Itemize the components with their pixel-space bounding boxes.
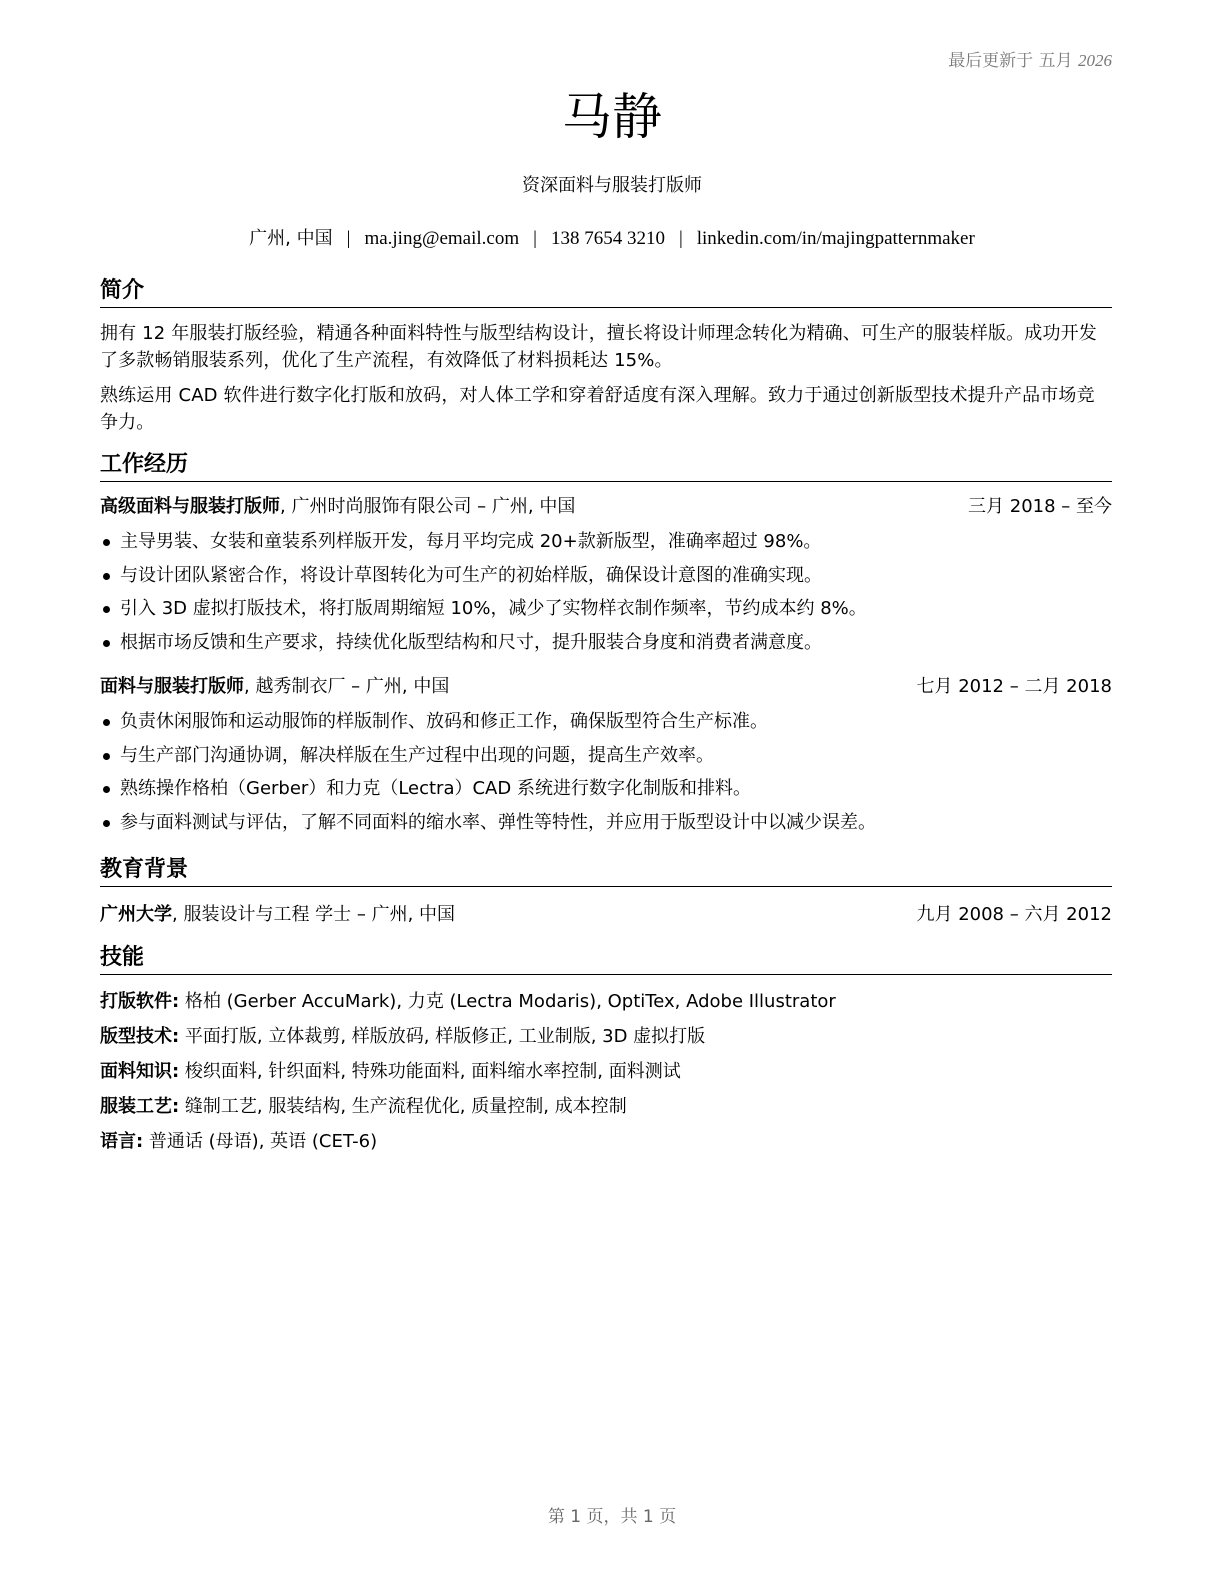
candidate-title: 资深面料与服装打版师 <box>522 175 702 196</box>
job-header <box>100 493 1112 521</box>
skill-row <box>100 1054 1112 1089</box>
skill-row <box>100 984 1112 1019</box>
skill-label: 版型技术: <box>100 1026 180 1047</box>
skill-row <box>100 1124 1112 1159</box>
skill-row <box>100 1089 1112 1124</box>
skill-value: 普通话 (母语), 英语 (CET-6) <box>143 1131 378 1152</box>
last-updated-year: 2026 <box>1078 51 1112 70</box>
job-bullet: 与设计团队紧密合作，将设计草图转化为可生产的初始样版，确保设计意图的准确实现。 <box>100 559 1112 593</box>
job-header <box>100 673 1112 701</box>
skills-section <box>100 943 1112 1159</box>
skill-value: 格柏 (Gerber AccuMark), 力克 (Lectra Modaris), OptiTex, Adobe Illustrator <box>179 991 836 1012</box>
job-bullets <box>100 525 1112 659</box>
skill-label: 语言: <box>100 1131 144 1152</box>
section-heading-skills: 技能 <box>100 943 1112 975</box>
job-bullet: 引入 3D 虚拟打版技术，将打版周期缩短 10%，减少了实物样衣制作频率，节约成本约 8%。 <box>100 592 1112 626</box>
job-entry <box>100 493 1112 659</box>
contact-separator: | <box>346 228 351 249</box>
contact-line <box>0 224 1224 250</box>
skills-list <box>100 984 1112 1159</box>
skill-value: 梭织面料, 针织面料, 特殊功能面料, 面料缩水率控制, 面料测试 <box>179 1061 681 1082</box>
skill-label: 打版软件: <box>100 991 180 1012</box>
job-bullet: 参与面料测试与评估，了解不同面料的缩水率、弹性等特性，并应用于版型设计中以减少误差。 <box>100 806 1112 840</box>
job-dates: 三月 2018 – 至今 <box>968 496 1112 517</box>
job-bullet: 负责休闲服饰和运动服饰的样版制作、放码和修正工作，确保版型符合生产标准。 <box>100 705 1112 739</box>
contact-location: 广州, 中国 <box>249 228 333 249</box>
job-title-line <box>100 493 575 521</box>
job-bullet: 熟练操作格柏（Gerber）和力克（Lectra）CAD 系统进行数字化制版和排料。 <box>100 772 1112 806</box>
contact-separator: | <box>678 228 683 249</box>
job-org: , 广州时尚服饰有限公司 – 广州, 中国 <box>280 496 576 517</box>
contact-linkedin[interactable]: linkedin.com/in/majingpatternmaker <box>696 228 975 249</box>
contact-email[interactable]: ma.jing@email.com <box>364 228 520 249</box>
experience-section <box>100 450 1112 839</box>
skill-label: 面料知识: <box>100 1061 180 1082</box>
skill-row <box>100 1019 1112 1054</box>
section-heading-experience: 工作经历 <box>100 450 1112 482</box>
skill-value: 平面打版, 立体裁剪, 样版放码, 样版修正, 工业制版, 3D 虚拟打版 <box>179 1026 706 1047</box>
education-school: 广州大学 <box>100 904 172 925</box>
job-role: 高级面料与服装打版师 <box>100 496 280 517</box>
contact-phone: 138 7654 3210 <box>550 228 665 249</box>
contact-separator: | <box>533 228 537 249</box>
education-detail: , 服装设计与工程 学士 – 广州, 中国 <box>172 904 456 925</box>
last-updated-label: 最后更新于 五月 <box>948 51 1073 71</box>
section-heading-summary: 简介 <box>100 276 1112 308</box>
candidate-name: 马静 <box>562 88 662 146</box>
job-bullet: 主导男装、女装和童装系列样版开发，每月平均完成 20+款新版型，准确率超过 98%。 <box>100 525 1112 559</box>
education-entry <box>100 901 1112 929</box>
education-title-line <box>100 901 455 929</box>
skill-value: 缝制工艺, 服装结构, 生产流程优化, 质量控制, 成本控制 <box>179 1096 627 1117</box>
summary-section <box>100 276 1112 436</box>
page-footer: 第 1 页，共 1 页 <box>547 1507 677 1527</box>
job-dates: 七月 2012 – 二月 2018 <box>916 676 1112 697</box>
job-bullets <box>100 705 1112 839</box>
section-heading-education: 教育背景 <box>100 855 1112 887</box>
last-updated <box>948 46 1112 71</box>
job-bullet: 根据市场反馈和生产要求，持续优化版型结构和尺寸，提升服装合身度和消费者满意度。 <box>100 626 1112 660</box>
job-title-line <box>100 673 449 701</box>
education-dates: 九月 2008 – 六月 2012 <box>916 904 1112 925</box>
job-bullet: 与生产部门沟通协调，解决样版在生产过程中出现的问题，提高生产效率。 <box>100 739 1112 773</box>
skill-label: 服装工艺: <box>100 1096 180 1117</box>
summary-paragraph: 熟练运用 CAD 软件进行数字化打版和放码，对人体工学和穿着舒适度有深入理解。致力于通过创新版型技术提升产品市场竞争力。 <box>100 385 1095 433</box>
job-entry <box>100 673 1112 839</box>
job-org: , 越秀制衣厂 – 广州, 中国 <box>244 676 450 697</box>
job-role: 面料与服装打版师 <box>100 676 244 697</box>
education-section <box>100 855 1112 929</box>
summary-paragraph: 拥有 12 年服装打版经验，精通各种面料特性与版型结构设计，擅长将设计师理念转化为精确、可生产的服装样版。成功开发了多款畅销服装系列，优化了生产流程，有效降低了材料损耗达 15%。 <box>100 323 1097 371</box>
